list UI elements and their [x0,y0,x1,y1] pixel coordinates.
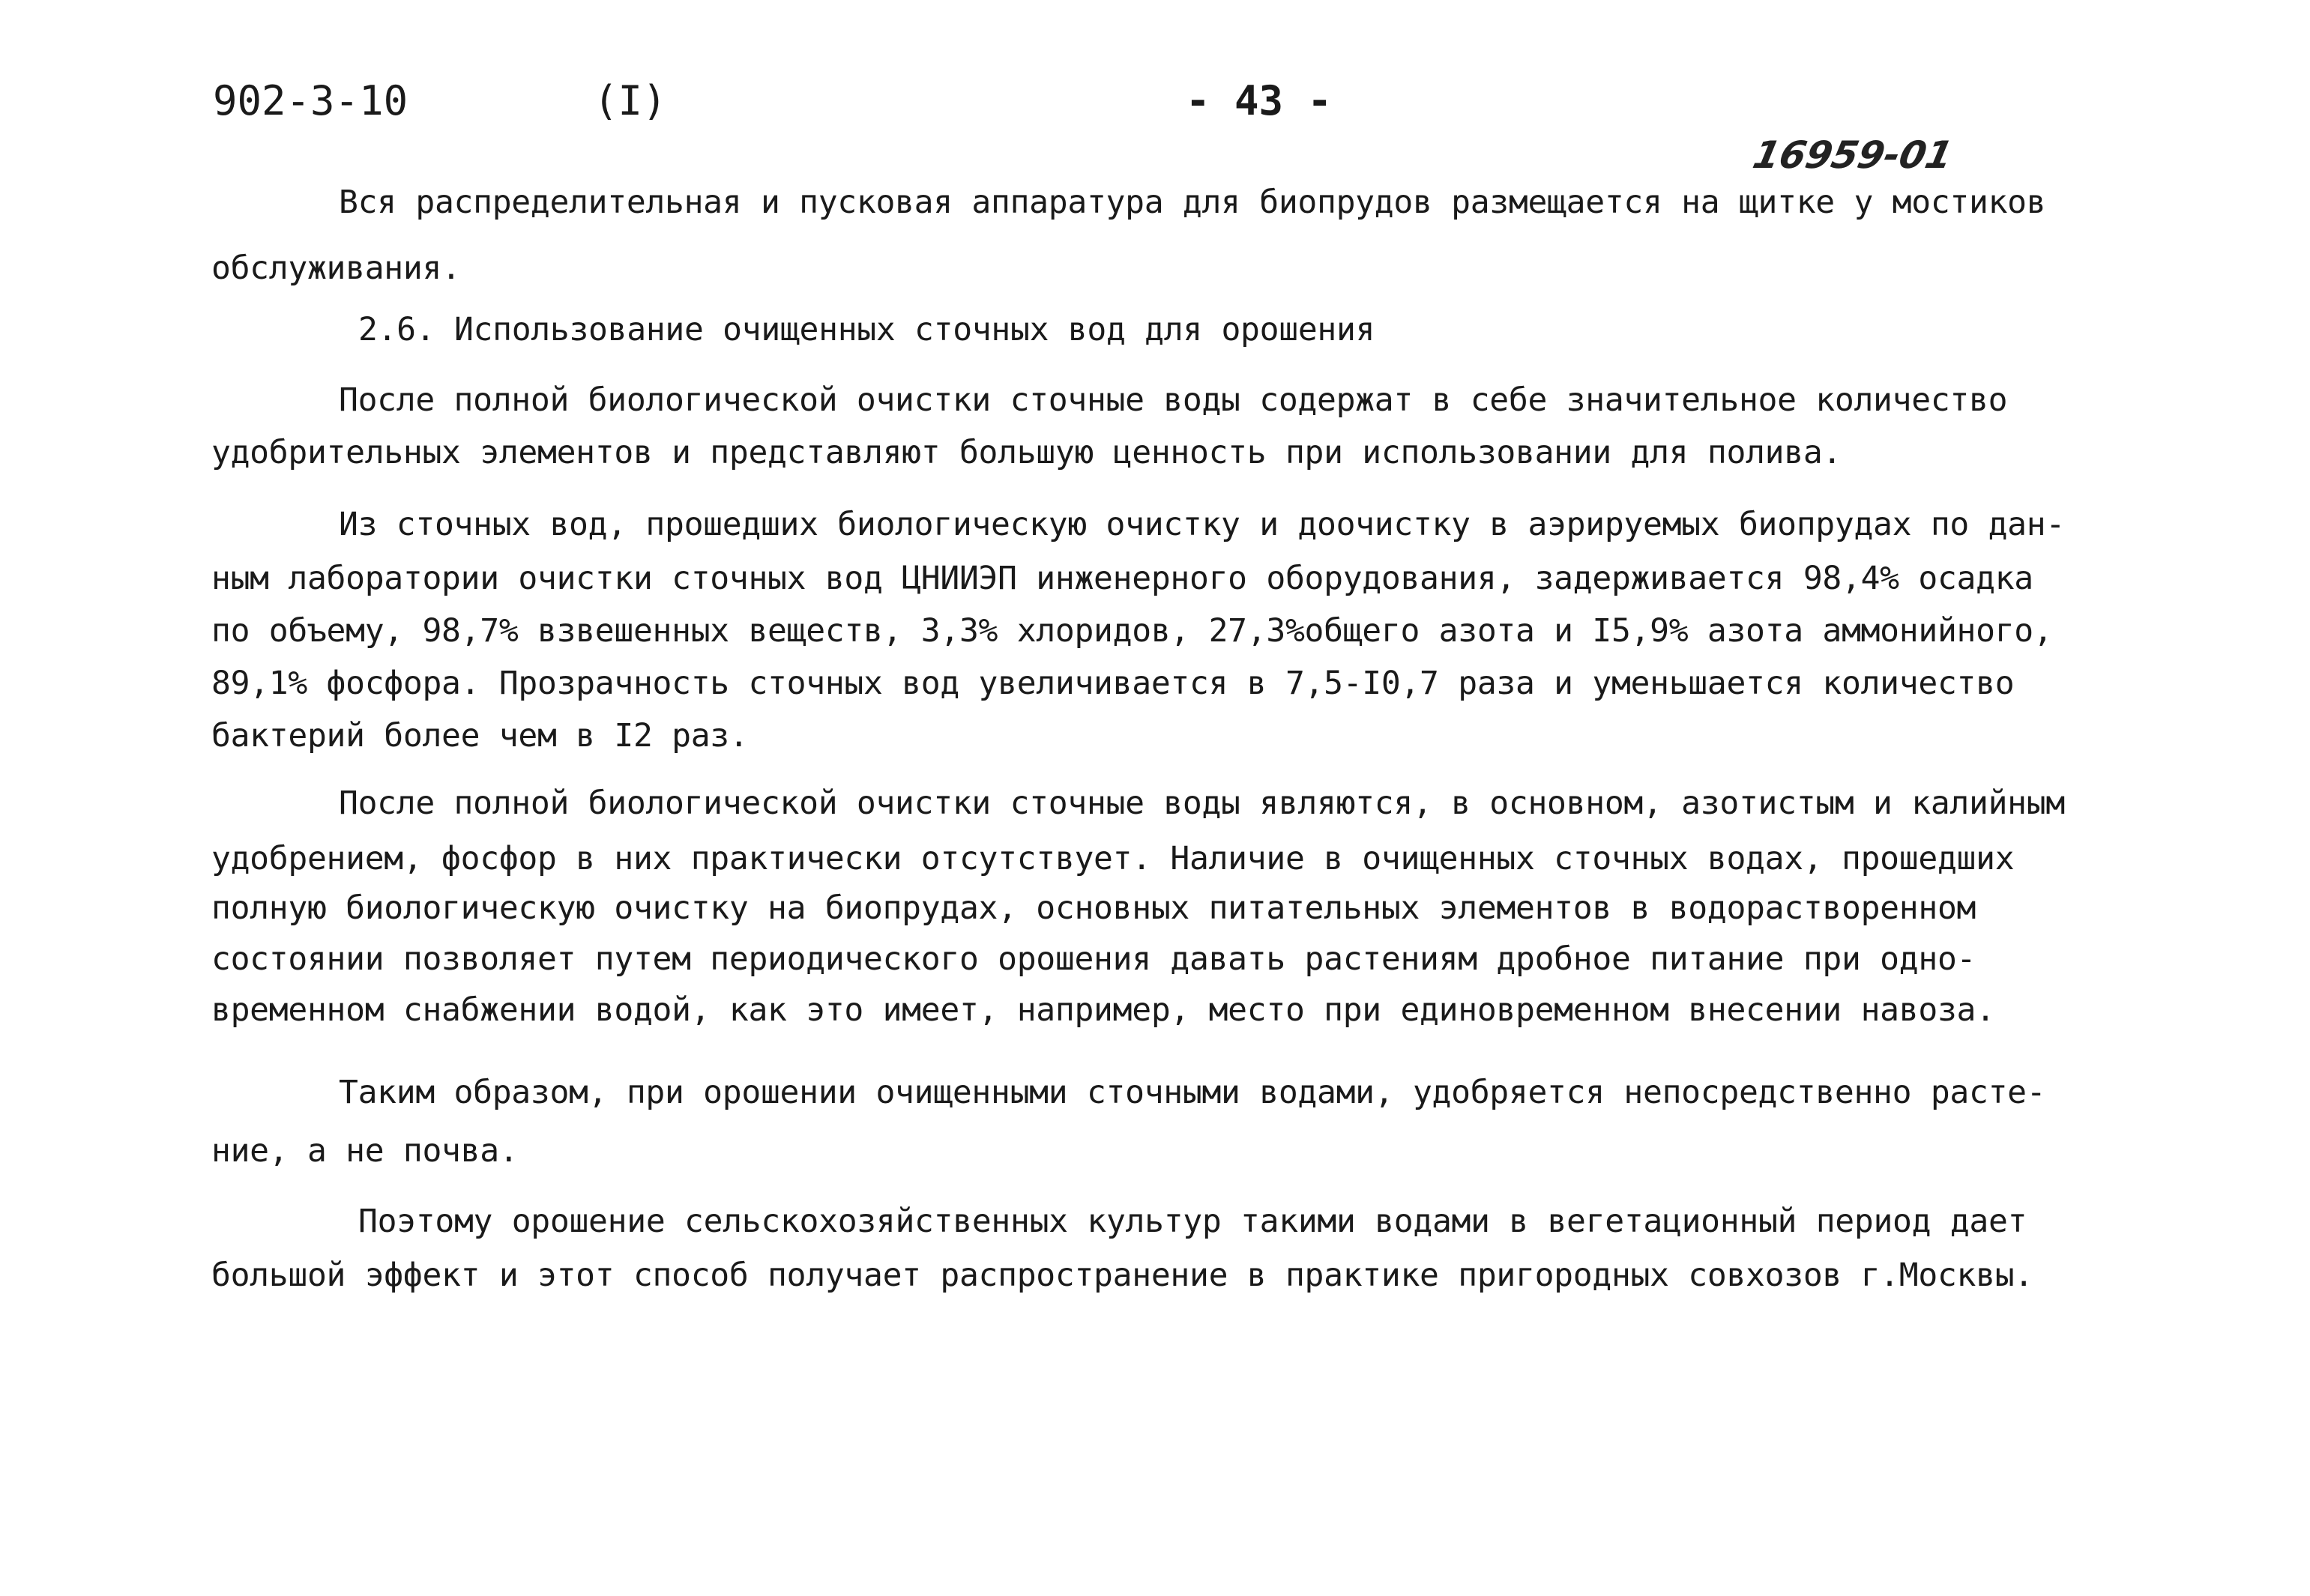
text-line: состоянии позволяет путем периодического орошения давать растениям дробное питание при одно- [211,940,1976,978]
text-line: Вся распределительная и пусковая аппаратура для биопрудов размещается на щитке у мостиков [339,184,2046,221]
text-line: После полной биологической очистки сточные воды содержат в себе значительное количество [339,381,2008,419]
text-line: удобрительных элементов и представляют большую ценность при использовании для полива. [211,434,1842,471]
text-line: бактерий более чем в I2 раз. [211,717,749,755]
page-number: - 43 - [1186,77,1333,124]
text-line: После полной биологической очистки сточные воды являются, в основном, азотистым и калийным [339,785,2065,822]
text-line: временном снабжении водой, как это имеет, например, место при единовременном внесении навоза. [211,991,1995,1029]
document-code: 902-3-10 [213,77,408,124]
text-line: обслуживания. [211,250,461,287]
text-line: Поэтому орошение сельскохозяйственных культур такими водами в вегетационный период дает [358,1203,2027,1240]
part-number: (I) [594,77,667,124]
text-line: большой эффект и этот способ получает распространение в практике пригородных совхозов г.Москвы. [211,1257,2033,1294]
text-line: Таким образом, при орошении очищенными сточными водами, удобряется непосредственно расте- [339,1074,2046,1111]
section-heading: 2.6. Использование очищенных сточных вод для орошения [358,311,1375,348]
text-line: ным лаборатории очистки сточных вод ЦНИИЭП инженерного оборудования, задерживается 98,4% осадка [211,560,2033,597]
text-line: Из сточных вод, прошедших биологическую очистку и доочистку в аэрируемых биопрудах по дан- [339,506,2065,543]
handwritten-number: 16959-01 [1749,133,1957,177]
text-line: полную биологическую очистку на биопрудах, основных питательных элементов в водорастворенном [211,889,1976,927]
text-line: по объему, 98,7% взвешенных веществ, 3,3% хлоридов, 27,3%общего азота и I5,9% азота аммонийного, [211,612,2053,650]
text-line: удобрением, фосфор в них практически отсутствует. Наличие в очищенных сточных водах, прошедших [211,840,2015,877]
text-line: 89,1% фосфора. Прозрачность сточных вод увеличивается в 7,5-I0,7 раза и уменьшается количество [211,665,2015,702]
text-line: ние, а не почва. [211,1132,519,1170]
